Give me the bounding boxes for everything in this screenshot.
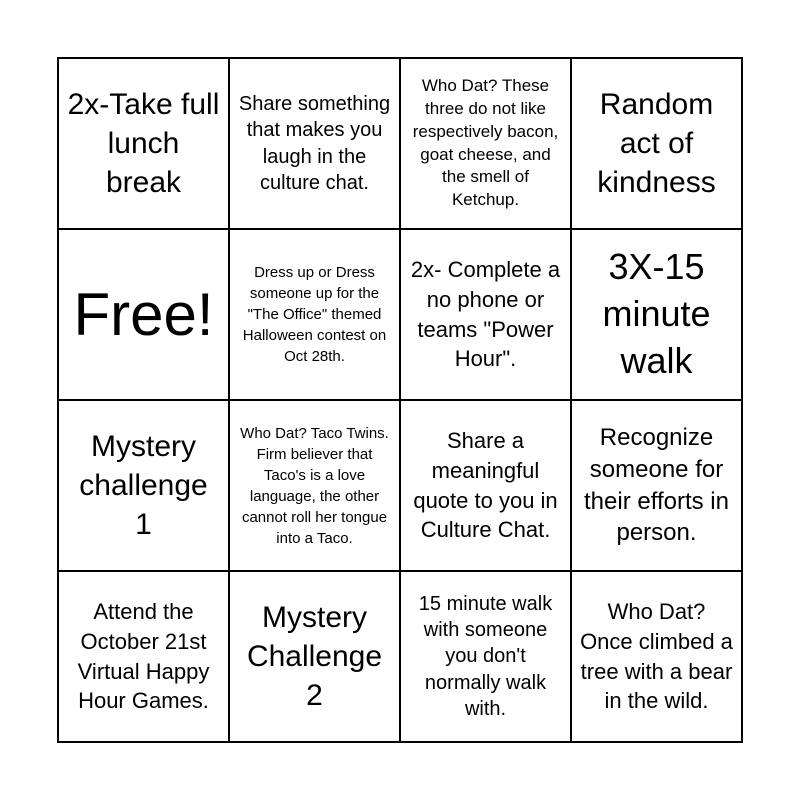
bingo-cell-r1c2[interactable] — [229, 58, 400, 229]
bingo-cell-r3c2[interactable] — [229, 400, 400, 571]
cell-text: 15 minute walk with someone you don't normally walk with. — [418, 592, 553, 721]
cell-text: Share something that makes you laugh in the culture chat. — [238, 92, 391, 194]
bingo-cell-r4c4[interactable] — [571, 571, 742, 742]
cell-text: 2x- Complete a no phone or teams "Power Hour". — [410, 257, 561, 372]
cell-text: Attend the October 21st Virtual Happy Hour Games. — [77, 599, 210, 714]
bingo-cell-r1c4[interactable] — [571, 58, 742, 229]
bingo-cell-r3c1[interactable] — [58, 400, 229, 571]
bingo-cell-r1c1[interactable] — [58, 58, 229, 229]
cell-text: Who Dat? Once climbed a tree with a bear in the wild. — [580, 599, 733, 714]
cell-text: Who Dat? These three do not like respectively bacon, goat cheese, and the smell of Ketchup. — [412, 75, 559, 210]
cell-text: Dress up or Dress someone up for the "The Office" themed Halloween contest on Oct 28th. — [242, 264, 387, 365]
cell-text: Share a meaningful quote to you in Culture Chat. — [413, 428, 558, 543]
bingo-cell-r2c4[interactable] — [571, 229, 742, 400]
bingo-cell-r3c3[interactable] — [400, 400, 571, 571]
bingo-cell-r1c3[interactable] — [400, 58, 571, 229]
cell-text: Mystery Challenge 2 — [246, 601, 383, 712]
cell-text: Who Dat? Taco Twins. Firm believer that Taco's is a love language, the other cannot roll her tongue into a Taco. — [240, 424, 389, 547]
bingo-cell-r2c2[interactable] — [229, 229, 400, 400]
bingo-board — [57, 57, 743, 743]
cell-text: Recognize someone for their efforts in person. — [584, 424, 729, 547]
bingo-cell-r3c4[interactable] — [571, 400, 742, 571]
bingo-cell-r4c3[interactable] — [400, 571, 571, 742]
bingo-cell-r4c2[interactable] — [229, 571, 400, 742]
cell-text: Free! — [73, 280, 214, 348]
bingo-cell-r4c1[interactable] — [58, 571, 229, 742]
cell-text: Random act of kindness — [597, 88, 716, 199]
bingo-cell-free[interactable] — [58, 229, 229, 400]
cell-text: 2x-Take full lunch break — [67, 88, 220, 199]
bingo-cell-r2c3[interactable] — [400, 229, 571, 400]
cell-text: 3X-15 minute walk — [602, 246, 711, 381]
cell-text: Mystery challenge 1 — [79, 430, 208, 541]
